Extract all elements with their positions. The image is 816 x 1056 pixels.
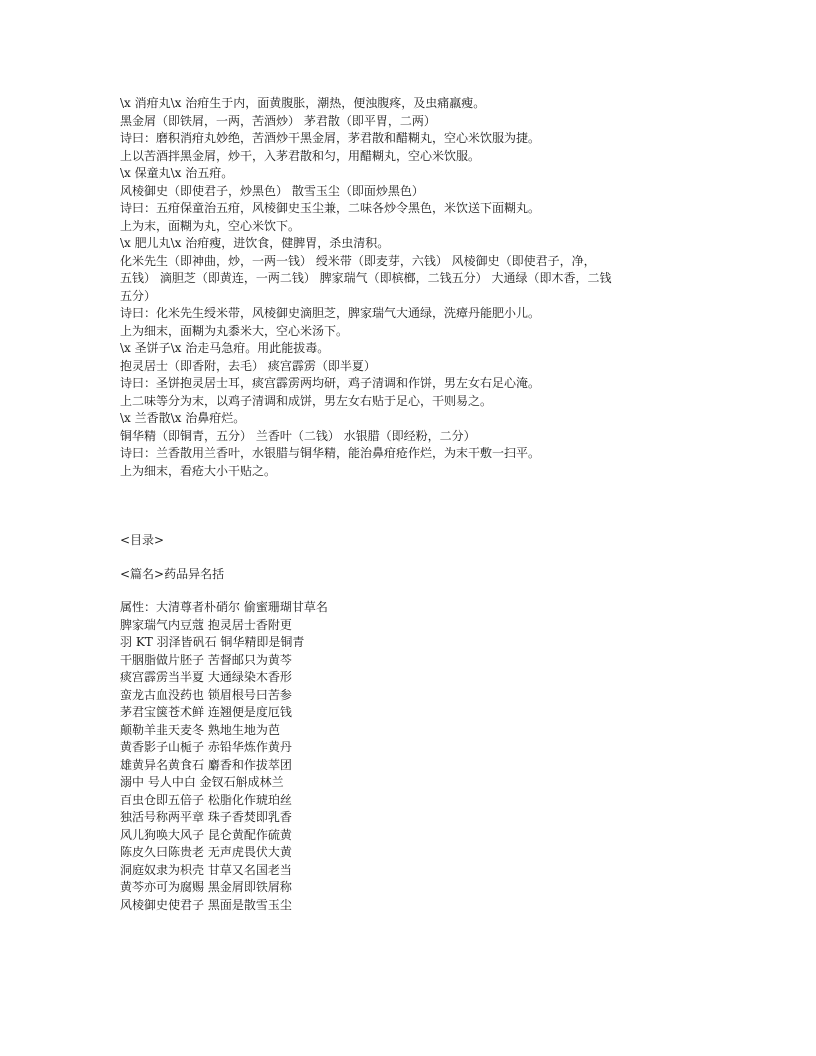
text-line: 铜华精（即铜青，五分） 兰香叶（二钱） 水银腊（即经粉，二分） xyxy=(120,428,476,443)
text-line: 诗曰：兰香散用兰香叶，水银腊与铜华精，能治鼻疳疮作烂，为末干敷一扫平。 xyxy=(120,446,541,460)
text-line: 上为细末，看疮大小干贴之。 xyxy=(120,463,277,478)
verse-line: 羽 KT 羽泽皆矾石 铜华精即是铜青 xyxy=(120,635,305,649)
verse-line: 溺中 号人中白 金钗石斛成林兰 xyxy=(120,775,284,789)
text-line: 诗曰：化米先生绶米带，风棱御史滴胆芝，脾家瑞气大通绿，洗瘴丹能肥小儿。 xyxy=(120,306,541,320)
verse-line: 干胭脂做片胚子 苦督邮只为黄芩 xyxy=(120,652,292,667)
verse-line: 陈皮久曰陈贵老 无声虎畏伏大黄 xyxy=(120,845,292,859)
spacer xyxy=(120,516,720,532)
toc-label: <目录> xyxy=(120,533,165,547)
text-line: 诗曰：五疳保童治五疳，风棱御史玉尘兼，二味各炒令黑色，米饮送下面糊丸。 xyxy=(120,201,541,215)
verse-line: 风儿狗唤大风子 昆仑黄配作硫黄 xyxy=(120,827,292,842)
section-drug-aliases xyxy=(120,599,720,914)
verse-line: 洞庭奴隶为枳壳 甘草又名国老当 xyxy=(120,862,292,877)
verse-line: 风棱御史使君子 黑面是散雪玉尘 xyxy=(120,897,292,912)
verse-line: 蛮龙古血没药也 锁眉根号曰苦参 xyxy=(120,687,292,702)
spacer xyxy=(120,480,720,516)
verse-line: 茅君宝箧苍术鲜 连翘便是度厄钱 xyxy=(120,705,292,719)
document-page xyxy=(120,95,720,914)
verse-line: 黄芩亦可为腐赐 黑金屑即铁屑称 xyxy=(120,880,292,894)
text-line: 上为末，面糊为丸，空心米饮下。 xyxy=(120,218,301,233)
text-line: 五分） xyxy=(120,288,157,303)
text-line: 化米先生（即神曲，炒，一两一钱） 绶米带（即麦芽，六钱） 风棱御史（即使君子，净， xyxy=(120,253,596,268)
text-line: 抱灵居士（即香附，去毛） 痰宫霹雳（即半夏） xyxy=(120,358,376,373)
verse-line: 雄黄异名黄食石 麝香和作拔萃团 xyxy=(120,757,292,772)
verse-line: 颠勒羊韭天麦冬 熟地生地为芭 xyxy=(120,722,280,737)
chapter-title: <篇名>药品异名括 xyxy=(120,566,225,581)
verse-line: 百虫仓即五倍子 松脂化作琥珀丝 xyxy=(120,792,292,807)
verse-line: 黄香影子山栀子 赤铅华炼作黄丹 xyxy=(120,740,292,754)
verse-line: 脾家瑞气内豆蔻 抱灵居士香附更 xyxy=(120,617,292,632)
text-line: 黑金屑（即铁屑，一两，苦酒炒） 茅君散（即平胃，二两） xyxy=(120,113,436,128)
text-line: 风棱御史（即使君子，炒黑色） 散雪玉尘（即面炒黑色） xyxy=(120,183,424,198)
text-line: \x 兰香散\x 治鼻疳烂。 xyxy=(120,411,246,425)
text-line: 上以苦酒拌黑金屑，炒干，入茅君散和匀，用醋糊丸，空心米饮服。 xyxy=(120,148,481,163)
text-line: \x 圣饼子\x 治走马急疳。用此能拔毒。 xyxy=(120,341,330,355)
section-prescriptions xyxy=(120,95,720,480)
text-line: 诗曰：磨积消疳丸妙绝，苦酒炒干黑金屑，茅君散和醋糊丸，空心米饮服为捷。 xyxy=(120,131,541,145)
text-line: 诗曰：圣饼抱灵居士耳，痰宫霹雳两均研，鸡子清调和作饼，男左女右足心淹。 xyxy=(120,376,541,390)
verse-line: 属性：大清尊者朴硝尔 偷蜜珊瑚甘草名 xyxy=(120,600,328,614)
spacer xyxy=(120,550,720,566)
text-line: \x 消疳丸\x 治疳生于内，面黄腹胀，潮热，便浊腹疼，及虫痛羸瘦。 xyxy=(120,96,486,110)
text-line: \x 保童丸\x 治五疳。 xyxy=(120,166,234,180)
text-line: 五钱） 滴胆芝（即黄连，一两二钱） 脾家瑞气（即槟榔，二钱五分） 大通绿（即木香，二钱 xyxy=(120,271,612,285)
verse-line: 痰宫霹雳当半夏 大通绿染木香形 xyxy=(120,670,292,684)
verse-line: 独活号称两平章 珠子香焚即乳香 xyxy=(120,810,292,824)
spacer xyxy=(120,583,720,599)
text-line: 上二味等分为末，以鸡子清调和成饼，男左女右贴于足心，干则易之。 xyxy=(120,393,493,408)
text-line: 上为细末，面糊为丸黍米大，空心米汤下。 xyxy=(120,323,349,338)
text-line: \x 肥儿丸\x 治疳瘦，进饮食，健脾胃，杀虫清积。 xyxy=(120,236,390,250)
